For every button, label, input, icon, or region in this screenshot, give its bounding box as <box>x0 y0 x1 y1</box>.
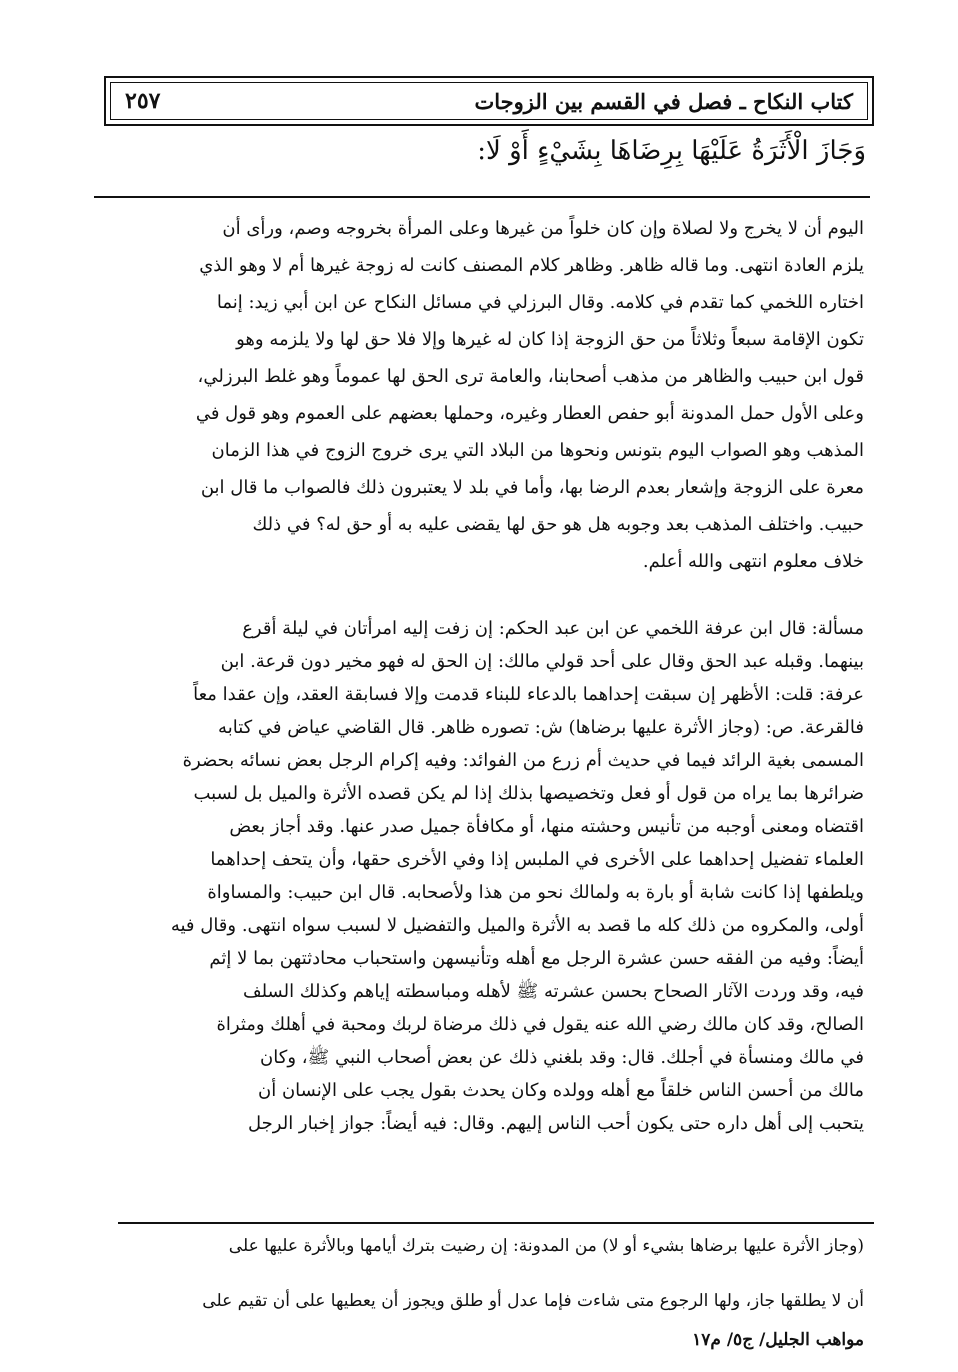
commentary-line: حبيب. واختلف المذهب بعد وجوبه هل هو حق لها يقضى عليه به أو حق له؟ في ذلك <box>252 514 864 535</box>
commentary-line: ضرائرها بما يراه من قول أو فعل وتخصيصها بذلك إذا لم يكن قصده الأثرة والميل بل لسبب <box>193 783 864 804</box>
commentary-line: يتحبب إلى أهل داره حتى يكون أحب الناس إليهم. وقال: فيه أيضاً: جواز إخبار الرجل <box>248 1113 864 1134</box>
commentary-line: العلماء تفضيل إحداهما على الأخرى في الملبس إذا وفي الأخرى حقها، وأن يتحف إحداهما <box>210 849 864 870</box>
commentary-line: أولى، والمكروه من ذلك كله ما قصد به الأثرة والميل والتفضيل لا لسبب سواه انتهى. وقال فيه <box>170 915 864 936</box>
commentary-line: عرفة: قلت: الأظهر إن سبقت إحداهما بالدعاء للبناء قدمت وإلا فسابقة العقد، وإن عقدا معاً <box>193 684 864 705</box>
commentary-line: المسمى بغية الرائد فيما في حديث أم زرع من الفوائد: وفيه إكرام الرجل بعض نسائه بحضرة <box>182 750 864 771</box>
commentary-line: فالقرعة. ص: (وجاز الأثرة عليها برضاها) ش: تصوره ظاهر. قال القاضي عياض في كتابه <box>218 717 864 738</box>
commentary-line: الصالح، وقد كان مالك رضي الله عنه يقول في ذلك مرضاة لربك ومحبة في أهلك ومثراة <box>216 1014 864 1035</box>
footnote-divider <box>118 1222 874 1224</box>
commentary-line: قول ابن حبيب والظاهر من مذهب أصحابنا، والعامة ترى الحق لها عموماً وهو غلط البرزلي، <box>197 366 864 387</box>
commentary-line: المذهب وهو الصواب اليوم بتونس ونحوها من البلاد التي يرى خروج الزوج في هذا الزمان <box>211 440 864 461</box>
commentary-block-2 <box>92 612 864 1140</box>
footnote-block <box>92 1228 864 1320</box>
commentary-line: اختاره اللخمي كما تقدم في كلامه. وقال البرزلي في مسائل النكاح عن ابن أبي زيد: إنما <box>216 292 864 313</box>
main-text-line: وَجَازَ الْأَثَرَةُ عَلَيْهَا بِرِضَاهَا بِشَيْءٍ أَوْ لَا: <box>477 136 866 166</box>
page-number: ٢٥٧ <box>125 88 161 114</box>
commentary-line: تكون الإقامة سبعاً وثلاثاً من حق الزوجة إذا كان له غيرها وإلا فلا حق لها ولا يلزمه وهو <box>236 329 864 350</box>
commentary-line: مالك من أحسن الناس خلقاً مع أهله وولده وكان يحدث بقول يجب على الإنسان أن <box>258 1080 864 1101</box>
footnote-line: أن لا يطلقها جاز، ولها الرجوع متى شاءت فإما عدل أو طلق ويجوز أن يعطيها على أن تقيم على <box>202 1291 864 1311</box>
commentary-line: وعلى الأول حمل المدونة أبو حفص العطار وغيره، وحملها بعضهم على العموم وهو قول في <box>195 403 864 424</box>
commentary-line: معرة على الزوجة وإشعار بعدم الرضا بها، وأما في بلد لا يعتبرون ذلك فالصواب ما قال ابن <box>200 477 864 498</box>
footnote-line: (وجاز الأثرة عليها برضاها بشيء أو لا) من المدونة: إن رضيت بترك أيامها وبالأثرة عليها على <box>228 1236 864 1256</box>
commentary-line: اليوم أن لا يخرج ولا لصلاة وإن كان خلواً من غيرها وعلى المرأة بخروجه وصم، ورأى أن <box>222 218 864 239</box>
commentary-line: في مالك ومنسأة في أجلك. قال: وقد بلغني ذلك عن بعض أصحاب النبي ﷺ، وكان <box>260 1047 864 1068</box>
main-text-divider <box>94 196 870 198</box>
commentary-line: يلزم العادة انتهى. وما قاله ظاهر. وظاهر كلام المصنف كانت له زوجة غيرها أم لا وهو الذي <box>199 255 864 276</box>
commentary-block-1 <box>92 210 864 580</box>
running-header-frame <box>110 82 868 120</box>
commentary-line: أيضاً: وفيه من الفقه حسن عشرة الرجل مع أهله وتأنيسهن واستحباب محادثتهن بما لا إثم <box>209 948 864 969</box>
commentary-line: فيه، وقد وردت الآثار الصحاح بحسن عشرته ﷺ لأهله ومباسطته إياهم وكذلك السلف <box>242 981 864 1002</box>
commentary-line: اقتضاه ومعنى أوجبه من تأنيس وحشته منها، أو مكافأة جميل صدر عنها. وقد أجاز بعض <box>229 816 864 837</box>
commentary-line: ويلطفها إذا كانت شابة أو بارة به ولمالك نحو من هذا ولأصحابه. قال ابن حبيب: والمساواة <box>207 882 864 903</box>
signature-footer: مواهب الجليل/ ج٥/ م١٧ <box>692 1330 864 1350</box>
commentary-line: خلاف معلوم انتهى والله أعلم. <box>642 551 864 572</box>
header-title: كتاب النكاح ـ فصل في القسم بين الزوجات <box>474 88 853 114</box>
running-header <box>104 76 874 126</box>
commentary-line: مسألة: قال ابن عرفة اللخمي عن ابن عبد الحكم: إن زفت إليه امرأتان في ليلة أقرع <box>242 618 864 639</box>
commentary-line: بينهما. وقبله عبد الحق وقال على أحد قولي مالك: إن الحق له فهو مخير دون قرعة. ابن <box>220 651 864 672</box>
